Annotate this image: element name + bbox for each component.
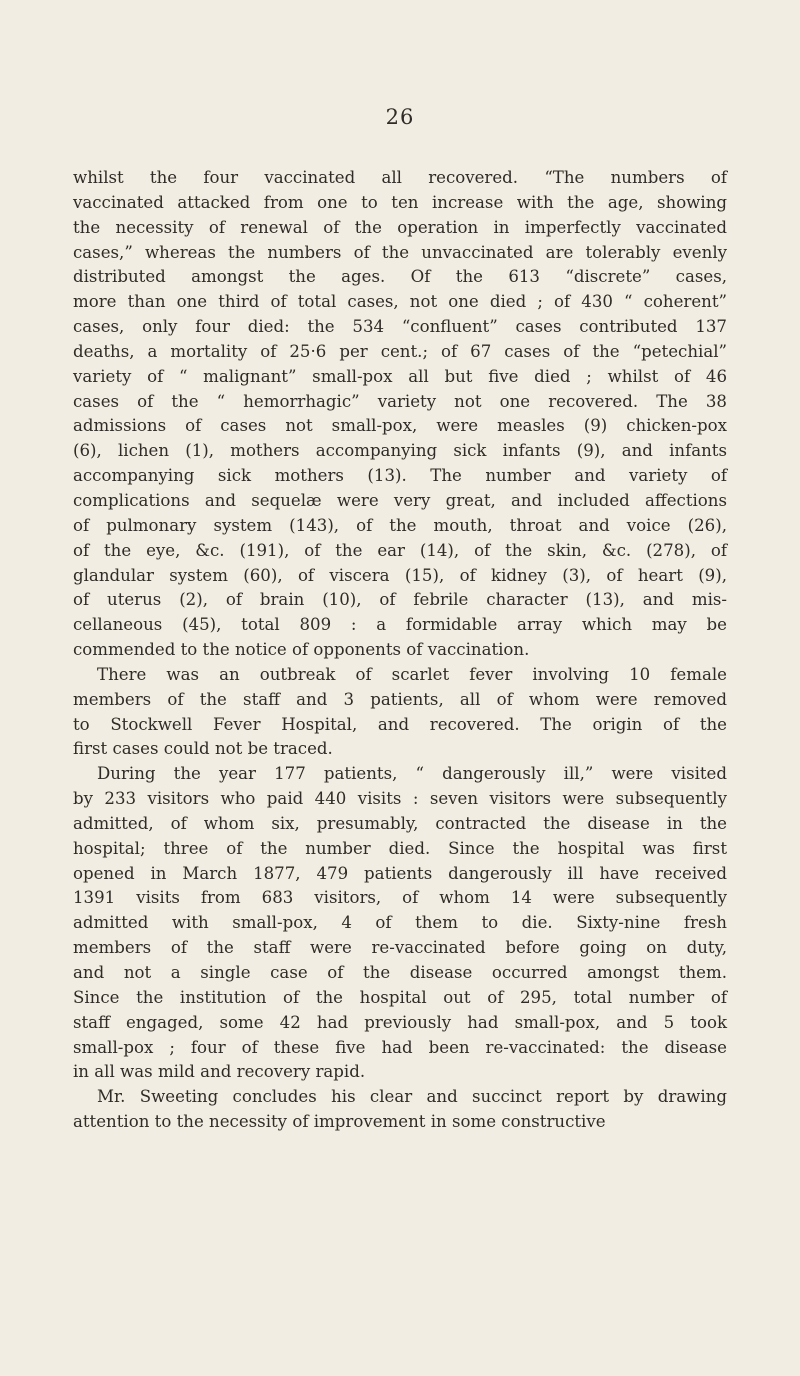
text-line: cases of the “ hemorrhagic” variety not one recovered. The 38: [73, 391, 727, 411]
text-line: deaths, a mortality of 25·6 per cent.; of 67 cases of the “petechial”: [73, 341, 727, 361]
text-line: and not a single case of the disease occurred amongst them.: [73, 963, 727, 982]
text-line: more than one third of total cases, not one died ; of 430 “ coherent”: [73, 292, 727, 312]
text-line: staff engaged, some 42 had previously had small-pox, and 5 took: [73, 1012, 727, 1032]
text-line: distributed amongst the ages. Of the 613 “discrete” cases,: [73, 267, 727, 287]
text-line: small-pox ; four of these five had been re-vaccinated: the disease: [73, 1037, 727, 1057]
text-line: the necessity of renewal of the operation in imperfectly vaccinated: [73, 217, 727, 237]
text-line: of the eye, &c. (191), of the ear (14), of the skin, &c. (278), of: [73, 540, 727, 560]
text-line: complications and sequelæ were very great, and included affections: [73, 490, 727, 510]
text-line: Since the institution of the hospital out of 295, total number of: [73, 987, 727, 1007]
text-line: attention to the necessity of improvement in some constructive: [73, 1112, 606, 1132]
text-line: Mr. Sweeting concludes his clear and succinct report by drawing: [97, 1087, 727, 1107]
text-line: During the year 177 patients, “ dangerously ill,” were visited: [97, 764, 727, 784]
paragraph: [73, 663, 727, 762]
text-line: accompanying sick mothers (13). The number and variety of: [73, 466, 727, 486]
text-line: variety of “ malignant” small-pox all but five died ; whilst of 46: [73, 366, 727, 386]
text-line: by 233 visitors who paid 440 visits : seven visitors were subsequently: [73, 789, 727, 809]
text-line: glandular system (60), of viscera (15), of kidney (3), of heart (9),: [73, 565, 727, 585]
text-line: of uterus (2), of brain (10), of febrile character (13), and mis-: [73, 590, 727, 610]
text-line: cases, only four died: the 534 “confluent” cases contributed 137: [73, 317, 727, 337]
text-line: first cases could not be traced.: [73, 739, 333, 759]
text-line: admitted with small-pox, 4 of them to die. Sixty-nine fresh: [73, 913, 727, 933]
paragraph: [73, 1085, 727, 1135]
text-line: admissions of cases not small-pox, were measles (9) chicken-pox: [73, 416, 727, 436]
paragraph: [73, 762, 727, 1085]
page-number: 26: [385, 105, 415, 129]
text-line: vaccinated attacked from one to ten increase with the age, showing: [73, 192, 727, 212]
text-line: cases,” whereas the numbers of the unvaccinated are tolerably evenly: [73, 242, 727, 262]
text-line: to Stockwell Fever Hospital, and recovered. The origin of the: [73, 714, 727, 734]
body-text: [73, 166, 727, 1135]
text-line: whilst the four vaccinated all recovered. “The numbers of: [73, 168, 727, 187]
text-line: 1391 visits from 683 visitors, of whom 14 were subsequently: [73, 888, 727, 908]
paragraph: [73, 166, 727, 663]
text-line: hospital; three of the number died. Since the hospital was first: [73, 838, 727, 858]
text-line: members of the staff were re-vaccinated before going on duty,: [73, 938, 727, 958]
text-line: admitted, of whom six, presumably, contracted the disease in the: [73, 813, 727, 833]
text-line: commended to the notice of opponents of vaccination.: [73, 640, 530, 660]
text-line: of pulmonary system (143), of the mouth, throat and voice (26),: [73, 515, 727, 535]
text-line: members of the staff and 3 patients, all of whom were removed: [73, 689, 727, 709]
text-line: opened in March 1877, 479 patients dangerously ill have received: [73, 863, 727, 883]
text-line: in all was mild and recovery rapid.: [73, 1062, 366, 1082]
text-line: cellaneous (45), total 809 : a formidable array which may be: [73, 615, 727, 635]
text-line: There was an outbreak of scarlet fever involving 10 female: [97, 664, 727, 684]
text-line: (6), lichen (1), mothers accompanying sick infants (9), and infants: [73, 441, 727, 461]
